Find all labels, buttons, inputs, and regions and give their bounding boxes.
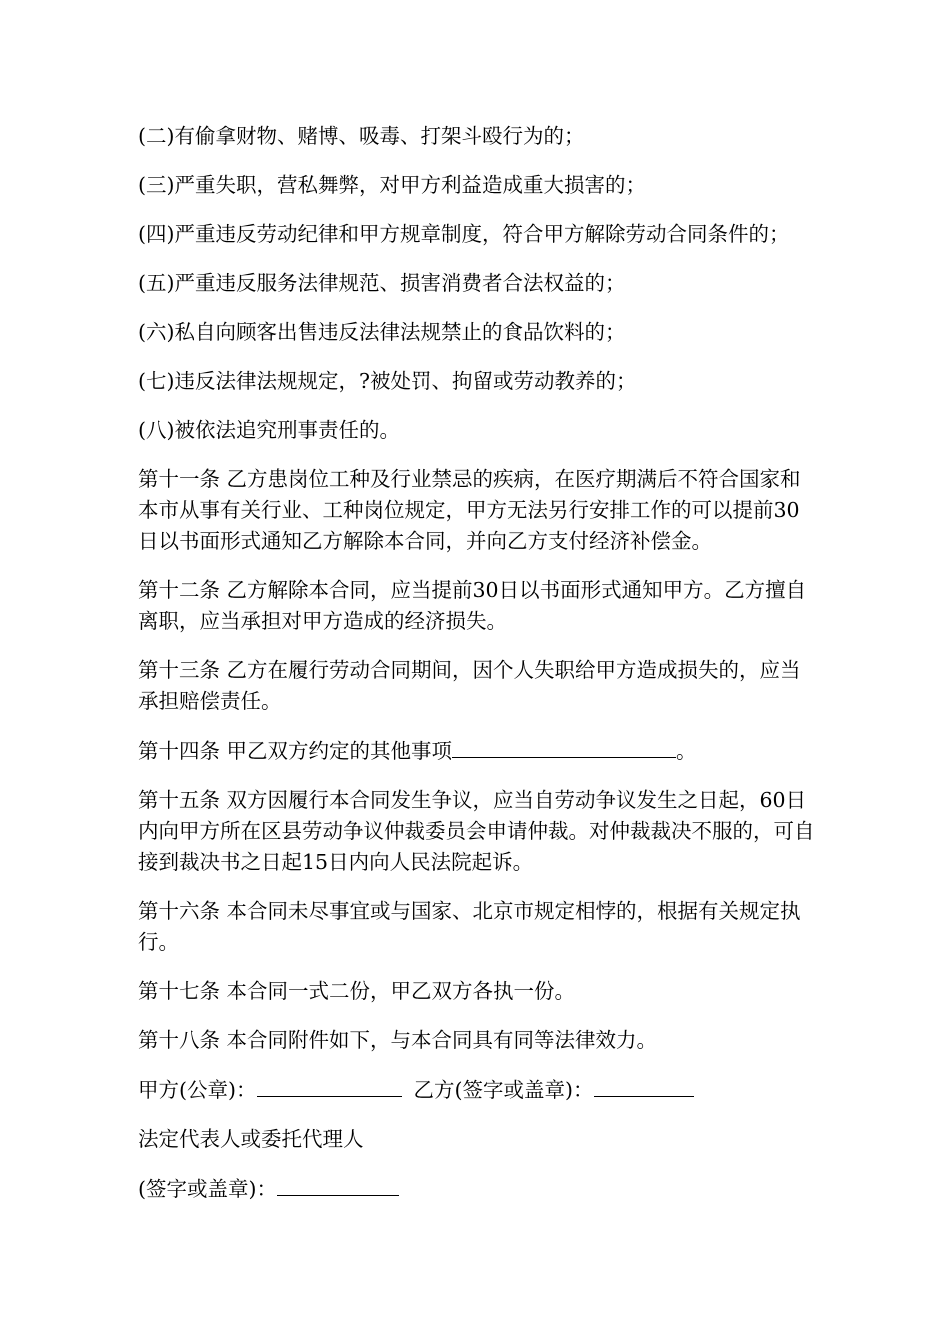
- article-11: 第十一条 乙方患岗位工种及行业禁忌的疾病，在医疗期满后不符合国家和本市从事有关行业、工种岗位规定，甲方无法另行安排工作的可以提前30日以书面形式通知乙方解除本合同，并向乙方支付经济补偿金。: [138, 467, 801, 553]
- article-14-end: 。: [676, 739, 697, 763]
- clause-item-2: (二)有偷拿财物、赌博、吸毒、打架斗殴行为的；: [138, 124, 585, 148]
- party-b-sign-blank[interactable]: [594, 1074, 694, 1097]
- article-17: 第十七条 本合同一式二份，甲乙双方各执一份。: [138, 979, 576, 1003]
- article-18: 第十八条 本合同附件如下，与本合同具有同等法律效力。: [138, 1028, 658, 1052]
- legal-representative-label: 法定代表人或委托代理人: [138, 1127, 364, 1151]
- article-12: 第十二条 乙方解除本合同，应当提前30日以书面形式通知甲方。乙方擅自离职，应当承担对甲方造成的经济损失。: [138, 578, 807, 633]
- signature-line-representative: [138, 1173, 818, 1205]
- clause-item-4: (四)严重违反劳动纪律和甲方规章制度，符合甲方解除劳动合同条件的；: [138, 222, 790, 246]
- clause-item-8: (八)被依法追究刑事责任的。: [138, 418, 400, 442]
- party-b-label: 乙方(签字或盖章)：: [413, 1078, 594, 1102]
- article-14: [138, 735, 818, 767]
- rep-sign-label: (签字或盖章)：: [138, 1177, 277, 1201]
- party-a-label: 甲方(公章)：: [138, 1078, 257, 1102]
- article-13: 第十三条 乙方在履行劳动合同期间，因个人失职给甲方造成损失的，应当承担赔偿责任。: [138, 658, 801, 713]
- clause-item-7: (七)违反法律法规规定，?被处罚、拘留或劳动教养的；: [138, 369, 637, 393]
- other-matters-blank[interactable]: [452, 735, 676, 758]
- clause-item-3: (三)严重失职，营私舞弊，对甲方利益造成重大损害的；: [138, 173, 646, 197]
- clause-item-6: (六)私自向顾客出售违反法律法规禁止的食品饮料的；: [138, 320, 626, 344]
- party-a-seal-blank[interactable]: [257, 1074, 402, 1097]
- rep-sign-blank[interactable]: [277, 1173, 399, 1196]
- article-15: 第十五条 双方因履行本合同发生争议，应当自劳动争议发生之日起，60日内向甲方所在区县劳动争议仲裁委员会申请仲裁。对仲裁裁决不服的，可自接到裁决书之日起15日内向人民法院起诉。: [138, 788, 815, 874]
- article-16: 第十六条 本合同未尽事宜或与国家、北京市规定相悖的，根据有关规定执行。: [138, 899, 801, 954]
- article-14-text: 第十四条 甲乙双方约定的其他事项: [138, 739, 453, 763]
- clause-item-5: (五)严重违反服务法律规范、损害消费者合法权益的；: [138, 271, 626, 295]
- signature-line-parties: [138, 1074, 818, 1106]
- contract-body: [138, 121, 818, 1223]
